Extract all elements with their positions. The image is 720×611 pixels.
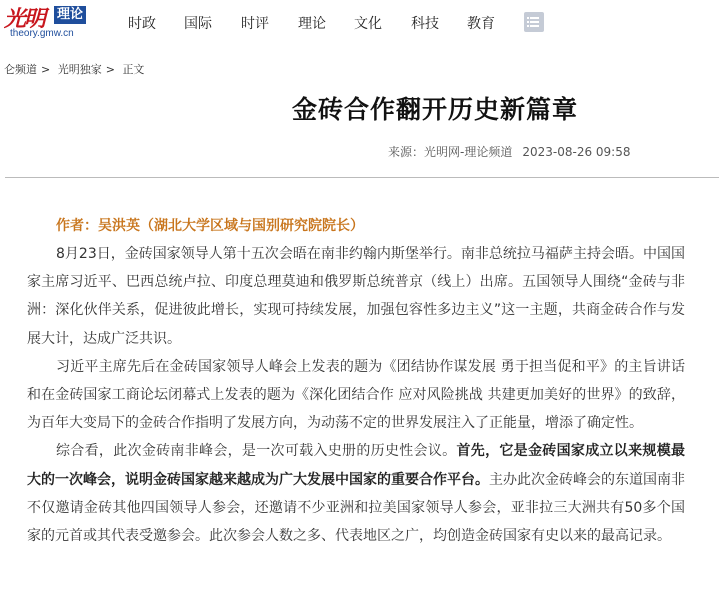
nav-item-education[interactable]: 教育 (467, 16, 495, 32)
article-paragraph-2: 习近平主席先后在金砖国家领导人峰会上发表的题为《团结协作谋发展 勇于担当促和平》的主旨讲话和在金砖国家工商论坛闭幕式上发表的题为《深化团结合作 应对风险挑战 共建更加美好的世界》的致辞，为百年大变局下的金砖合作指明了发展方向，为动荡不定的世界发展注入了正能量，增添了确定性。 (27, 358, 685, 432)
nav-item-international[interactable]: 国际 (184, 16, 212, 32)
article-meta (388, 143, 630, 160)
article-paragraph-3 (27, 437, 685, 550)
paragraph-text: 综合看，此次金砖南非峰会，是一次可载入史册的历史性会议。 (56, 443, 457, 460)
breadcrumb-item-exclusive[interactable]: 光明独家 (57, 63, 102, 76)
nav-item-commentary[interactable]: 时评 (241, 16, 269, 32)
breadcrumb-item-channel[interactable]: 仑频道 (4, 63, 37, 76)
article-body (27, 212, 685, 550)
breadcrumb (4, 61, 148, 77)
paragraph-bold-text: 首先，它是金砖国家成立以来规模最大的一次峰会，说明金砖国家越来越成为广大发展中国家的重要合作平台。 (27, 443, 686, 488)
list-menu-icon[interactable] (524, 12, 544, 32)
nav-item-politics[interactable]: 时政 (128, 16, 156, 32)
site-logo[interactable] (4, 2, 92, 42)
nav-item-culture[interactable]: 文化 (354, 16, 382, 32)
article-author: 作者：吴洪英（湖北大学区域与国别研究院院长） (56, 218, 364, 234)
nav-item-theory[interactable]: 理论 (298, 16, 326, 32)
breadcrumb-item-current: 正文 (122, 63, 145, 76)
article-title-block (0, 90, 720, 126)
breadcrumb-separator: > (41, 63, 51, 76)
logo-domain: theory.gmw.cn (10, 28, 74, 39)
article-title: 金砖合作翻开历史新篇章 (292, 95, 579, 124)
logo-badge: 理论 (54, 6, 86, 24)
article-source: 来源：光明网-理论频道 (388, 145, 513, 159)
site-header (0, 0, 720, 46)
title-divider (5, 177, 719, 178)
nav-item-technology[interactable]: 科技 (411, 16, 439, 32)
article-paragraph-1: 8月23日，金砖国家领导人第十五次会晤在南非约翰内斯堡举行。南非总统拉马福萨主持会晤。中国国家主席习近平、巴西总统卢拉、印度总理莫迪和俄罗斯总统普京（线上）出席。五国领导人围绕“金砖与非洲：深化伙伴关系，促进彼此增长，实现可持续发展，加强包容性多边主义”这一主题，共商金砖合作与发展大计，达成广泛共识。 (27, 246, 685, 347)
paragraph-text: 主办此次金砖峰会的东道国南非不仅邀请金砖其他四国领导人参会，还邀请不少亚洲和拉美国家领导人参会，亚非拉三大洲共有50多个国家的元首或其代表受邀参会。此次参会人数之多、代表地区之广，均创造金砖国家有史以来的最高记录。 (27, 471, 685, 545)
breadcrumb-separator: > (105, 63, 115, 76)
logo-mark: 光明 (4, 6, 45, 32)
article-date: 2023-08-26 09:58 (522, 145, 631, 159)
